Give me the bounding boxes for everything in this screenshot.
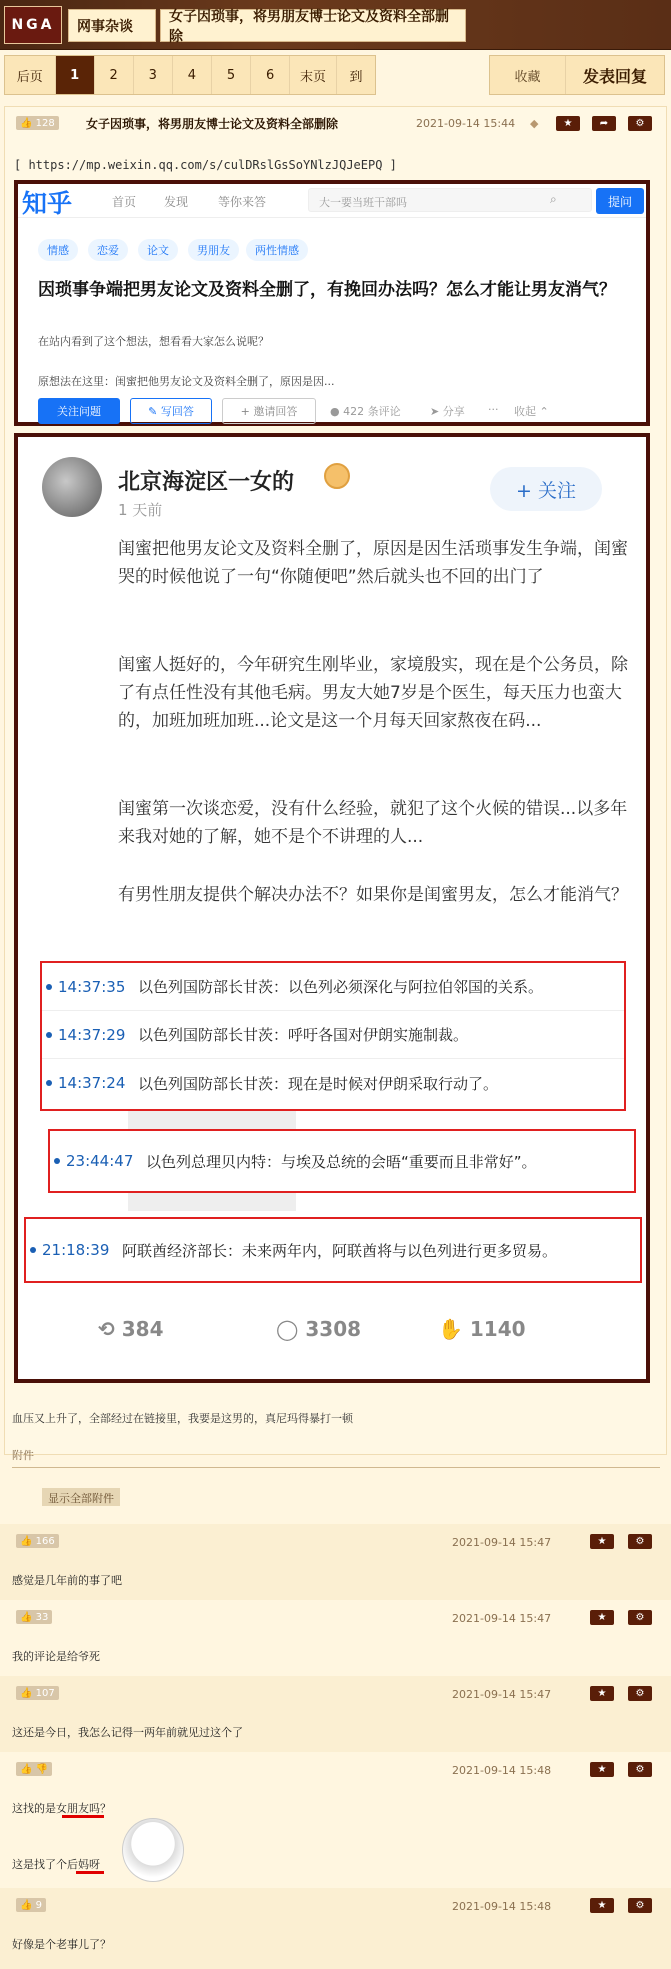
zhihu-share	[430, 403, 465, 419]
like-badge[interactable]	[16, 1610, 52, 1624]
thumb-icon: 👍	[20, 117, 36, 129]
zhihu-tag: 两性情感	[246, 239, 308, 261]
gear-icon[interactable]: ⚙	[628, 1762, 652, 1777]
zhihu-tag: 男朋友	[188, 239, 239, 261]
weibo-comments-count: 3308	[305, 1317, 362, 1341]
reply-text: 这还是今日，我怎么记得一两年前就见过这个了	[12, 1726, 243, 1739]
star-icon[interactable]: ★	[590, 1534, 614, 1549]
zhihu-search: 大一要当班干部吗	[308, 188, 592, 212]
weibo-follow-button: + 关注	[490, 467, 602, 511]
news-box	[48, 1129, 636, 1193]
post-title: 女子因琐事，将男朋友博士论文及资料全部删除	[86, 117, 339, 131]
like-count: 128	[35, 117, 55, 129]
share-icon[interactable]: ➦	[592, 116, 616, 131]
zhihu-question: 因琐事争端把男友论文及资料全删了，有挽回办法吗？怎么才能让男友消气？	[38, 280, 616, 300]
pager-goto[interactable]: 到	[349, 69, 363, 85]
thumb-icon: 👍 👎	[20, 1763, 49, 1775]
bullet-icon	[46, 984, 52, 990]
post-body-text: 血压又上升了，全部经过在链接里，我要是这男的，真尼玛得暴打一顿	[12, 1412, 353, 1425]
thumb-icon: 👍	[20, 1687, 36, 1699]
news-text: 以色列国防部长甘茨：以色列必须深化与阿拉伯邻国的关系。	[138, 978, 544, 996]
weibo-screenshot	[14, 433, 650, 1383]
underline-mark	[76, 1871, 104, 1874]
reply-date: 2021-09-14 15:47	[452, 1536, 552, 1549]
star-icon[interactable]: ★	[590, 1898, 614, 1913]
zhihu-write-label: 写回答	[160, 405, 194, 418]
post-date: 2021-09-14 15:44	[416, 117, 516, 130]
pager-page-6[interactable]: 6	[251, 56, 290, 94]
news-row	[42, 1011, 624, 1059]
star-icon[interactable]: ★	[590, 1686, 614, 1701]
attachments-label: 附件	[12, 1447, 660, 1468]
post-link[interactable]: [ https://mp.weixin.qq.com/s/culDRslGsSoYNlzJQJeEPQ ]	[14, 158, 397, 172]
like-icon: ✋	[438, 1317, 470, 1341]
reply-text: 感觉是几年前的事了吧	[12, 1574, 122, 1587]
zhihu-excerpt: 原想法在这里：闺蜜把他男友论文及资料全删了，原因是因...	[38, 375, 335, 388]
news-box	[24, 1217, 642, 1283]
thumb-icon: 👍	[20, 1899, 36, 1911]
reply-date: 2021-09-14 15:47	[452, 1612, 552, 1625]
news-box	[40, 961, 626, 1111]
zhihu-nav-answer: 等你来答	[218, 195, 267, 209]
zhihu-share-label: 分享	[442, 405, 465, 418]
anime-sticker-icon	[122, 1818, 184, 1882]
search-icon: ⌕	[550, 192, 557, 206]
nga-logo[interactable]: NGA	[4, 6, 62, 44]
zhihu-screenshot	[14, 180, 650, 426]
news-row	[26, 1219, 640, 1281]
like-count: 33	[35, 1611, 49, 1623]
like-count: 9	[35, 1899, 43, 1911]
zhihu-nav	[18, 184, 646, 218]
bullet-icon	[30, 1247, 36, 1253]
news-text: 阿联酋经济部长：未来两年内，阿联酋将与以色列进行更多贸易。	[122, 1241, 558, 1260]
weibo-paragraph: 有男性朋友提供个解决办法不？如果你是闺蜜男友，怎么才能消气？	[118, 885, 628, 905]
like-badge[interactable]	[16, 1686, 59, 1700]
zhihu-subtitle: 在站内看到了这个想法，想看看大家怎么说呢？	[38, 335, 269, 348]
zhihu-invite-label: 邀请回答	[253, 405, 298, 418]
pager-page-3[interactable]: 3	[134, 56, 173, 94]
reply-text: 这是找了个后妈呀	[12, 1858, 100, 1871]
pager-page-5[interactable]: 5	[212, 56, 251, 94]
chevron-up-icon: ⌃	[536, 405, 549, 418]
reply-text: 好像是个老事儿了？	[12, 1938, 111, 1951]
like-badge[interactable]	[16, 1762, 52, 1776]
reply	[0, 1888, 671, 1969]
gear-icon[interactable]: ⚙	[628, 1898, 652, 1913]
reply-text: 我的评论是给爷死	[12, 1650, 100, 1663]
reply	[0, 1600, 671, 1676]
zhihu-ask-button: 提问	[596, 188, 644, 214]
weibo-paragraph: 闺蜜第一次谈恋爱，没有什么经验，就犯了这个火候的错误...以多年来我对她的了解，她不是个不讲理的人...	[118, 799, 628, 847]
zhihu-tag: 情感	[38, 239, 78, 261]
zhihu-follow-question: 关注问题	[38, 398, 120, 424]
weibo-likes-count: 1140	[469, 1317, 526, 1341]
android-icon: ◆	[530, 117, 539, 130]
zhihu-nav-home: 首页	[112, 195, 137, 209]
reply	[0, 1524, 671, 1600]
thumb-icon: 👍	[20, 1535, 36, 1547]
news-time: 14:37:35	[58, 977, 126, 996]
underline-mark	[62, 1815, 104, 1818]
like-badge[interactable]	[16, 1534, 59, 1548]
weibo-username: 北京海淀区一女的	[118, 470, 295, 495]
avatar	[42, 457, 102, 517]
post-actions	[489, 55, 665, 95]
weibo-reposts	[98, 1317, 163, 1341]
pager-page-4[interactable]: 4	[173, 56, 212, 94]
pager-last[interactable]: 末页	[290, 56, 337, 94]
weibo-time: 1 天前	[118, 501, 163, 519]
news-time: 23:44:47	[66, 1152, 134, 1170]
star-icon[interactable]: ★	[556, 116, 580, 131]
gear-icon[interactable]: ⚙	[628, 1534, 652, 1549]
breadcrumb-forum[interactable]: 网事杂谈	[68, 9, 156, 42]
news-time: 14:37:29	[58, 1025, 126, 1044]
gear-icon[interactable]: ⚙	[628, 116, 652, 131]
weibo-reposts-count: 384	[121, 1317, 164, 1341]
like-badge[interactable]	[16, 116, 59, 130]
reply	[0, 1676, 671, 1752]
news-row	[42, 1059, 624, 1107]
zhihu-logo: 知乎	[22, 189, 73, 218]
star-icon[interactable]: ★	[590, 1762, 614, 1777]
zhihu-collapse	[514, 403, 549, 419]
breadcrumb-title[interactable]: 女子因琐事，将男朋友博士论文及资料全部删除	[160, 9, 466, 42]
repost-icon: ⟲	[98, 1317, 122, 1341]
pager	[4, 55, 376, 95]
thumb-icon: 👍	[20, 1611, 36, 1623]
show-attachments-button[interactable]: 显示全部附件	[42, 1488, 120, 1506]
like-count: 166	[35, 1535, 55, 1547]
comment-icon: ◯	[276, 1317, 306, 1341]
vip-badge-icon	[324, 463, 350, 489]
more-icon: ···	[488, 403, 499, 416]
news-time: 14:37:24	[58, 1074, 126, 1092]
zhihu-collapse-label: 收起	[514, 405, 536, 418]
news-time: 21:18:39	[42, 1241, 110, 1259]
weibo-likes	[438, 1317, 526, 1341]
bullet-icon	[46, 1080, 52, 1086]
news-row	[42, 963, 624, 1011]
reply-button[interactable]: 发表回复	[582, 66, 647, 86]
like-badge[interactable]	[16, 1898, 46, 1912]
reply-date: 2021-09-14 15:47	[452, 1688, 552, 1701]
news-text: 以色列国防部长甘茨：呼吁各国对伊朗实施制裁。	[138, 1026, 469, 1044]
reply-date: 2021-09-14 15:48	[452, 1764, 552, 1777]
gear-icon[interactable]: ⚙	[628, 1686, 652, 1701]
bullet-icon	[54, 1158, 60, 1164]
zhihu-tag: 恋爱	[88, 239, 128, 261]
reply	[0, 1752, 671, 1888]
reply-text: 这找的是女朋友吗？	[12, 1802, 111, 1815]
comment-icon: ●	[330, 405, 344, 418]
zhihu-write-answer	[130, 398, 212, 424]
reply-date: 2021-09-14 15:48	[452, 1900, 552, 1913]
pager-page-2[interactable]: 2	[95, 56, 134, 94]
favorite-button[interactable]: 收藏	[490, 56, 566, 94]
add-user-icon: +	[240, 404, 254, 418]
zhihu-nav-discover: 发现	[164, 195, 189, 209]
weibo-comments	[276, 1317, 361, 1341]
bullet-icon	[46, 1032, 52, 1038]
pager-page-1[interactable]: 1	[56, 56, 95, 94]
pen-icon: ✎	[148, 404, 161, 418]
zhihu-comments	[330, 403, 401, 419]
gear-icon[interactable]: ⚙	[628, 1610, 652, 1625]
weibo-paragraph: 闺蜜把他男友论文及资料全删了，原因是因生活琐事发生争端，闺蜜哭的时候他说了一句“你随便吧”然后就头也不回的出门了	[118, 539, 628, 587]
news-text: 以色列国防部长甘茨：现在是时候对伊朗采取行动了。	[138, 1074, 499, 1093]
zhihu-comments-label: 422 条评论	[343, 405, 401, 418]
weibo-paragraph: 闺蜜人挺好的，今年研究生刚毕业，家境殷实，现在是个公务员，除了有点任性没有其他毛病。男友大她7岁是个医生，每天压力也蛮大的，加班加班加班...论文是这一个月每天回家熬夜在码...	[118, 655, 628, 731]
news-row	[50, 1131, 634, 1191]
like-count: 107	[35, 1687, 55, 1699]
zhihu-tag: 论文	[138, 239, 178, 261]
paper-plane-icon: ➤	[430, 405, 443, 418]
pager-prev[interactable]: 后页	[5, 56, 56, 94]
zhihu-invite	[222, 398, 316, 424]
news-text: 以色列总理贝内特：与埃及总统的会晤“重要而且非常好”。	[146, 1152, 537, 1171]
star-icon[interactable]: ★	[590, 1610, 614, 1625]
